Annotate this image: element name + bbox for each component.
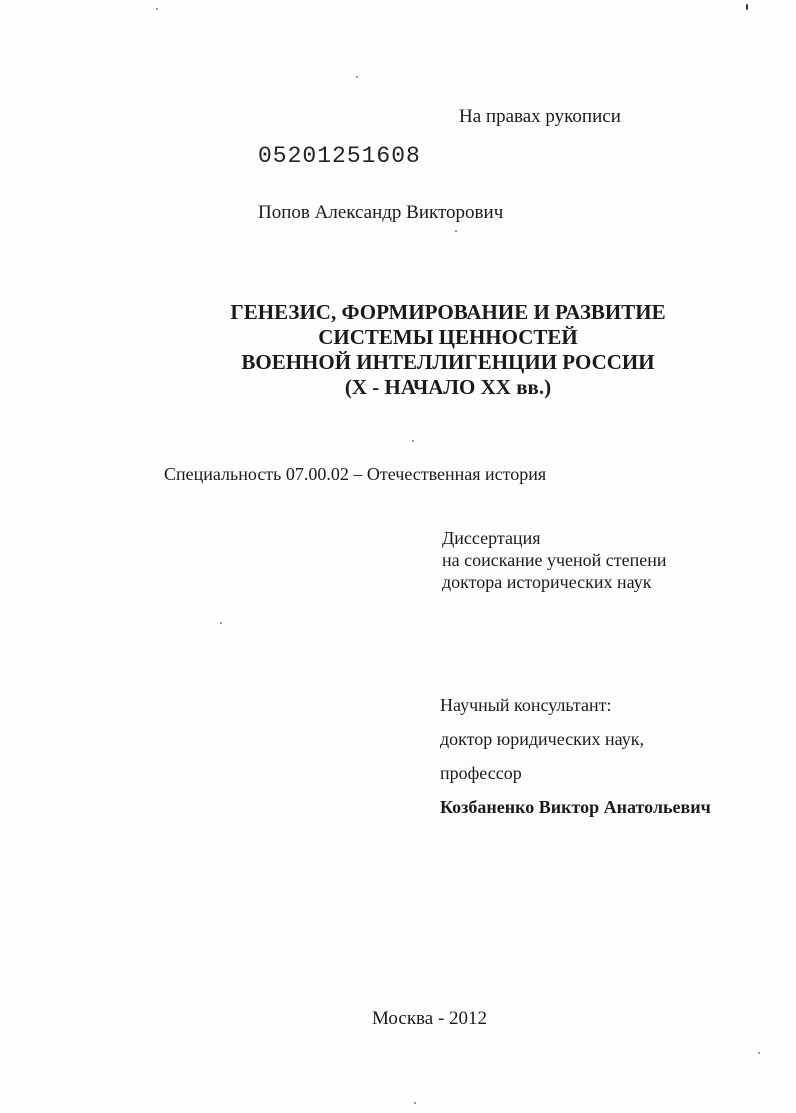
author-name: Попов Александр Викторович xyxy=(258,202,504,223)
degree-line-2: на соискание ученой степени xyxy=(442,550,667,570)
scan-speck xyxy=(758,1052,760,1054)
scan-speck xyxy=(414,1102,416,1104)
scan-speck xyxy=(220,622,222,624)
consultant-block xyxy=(440,688,711,824)
consultant-degree: доктор юридических наук, xyxy=(440,729,644,749)
city-year: Москва - 2012 xyxy=(372,1008,488,1029)
consultant-rank: профессор xyxy=(440,763,522,783)
title-line-2: СИСТЕМЫ ЦЕННОСТЕЙ xyxy=(318,325,578,349)
scan-speck xyxy=(412,440,414,442)
consultant-label: Научный консультант: xyxy=(440,695,612,715)
specialty-line: Специальность 07.00.02 – Отечественная история xyxy=(164,464,547,484)
scan-speck xyxy=(746,4,748,10)
title-line-3: ВОЕННОЙ ИНТЕЛЛИГЕНЦИИ РОССИИ xyxy=(241,350,655,374)
inventory-number-stamp: 05201251608 xyxy=(258,143,421,169)
consultant-name: Козбаненко Виктор Анатольевич xyxy=(440,797,711,817)
degree-block xyxy=(442,527,667,593)
title-line-1: ГЕНЕЗИС, ФОРМИРОВАНИЕ И РАЗВИТИЕ xyxy=(230,300,666,324)
degree-line-1: Диссертация xyxy=(442,528,541,548)
scan-speck xyxy=(356,76,358,78)
rights-note: На правах рукописи xyxy=(459,106,621,127)
dissertation-title xyxy=(198,300,698,400)
degree-line-3: доктора исторических наук xyxy=(442,572,652,592)
scan-speck xyxy=(156,8,158,10)
title-line-4: (X - НАЧАЛО XX вв.) xyxy=(344,375,552,399)
scan-speck xyxy=(455,230,457,232)
